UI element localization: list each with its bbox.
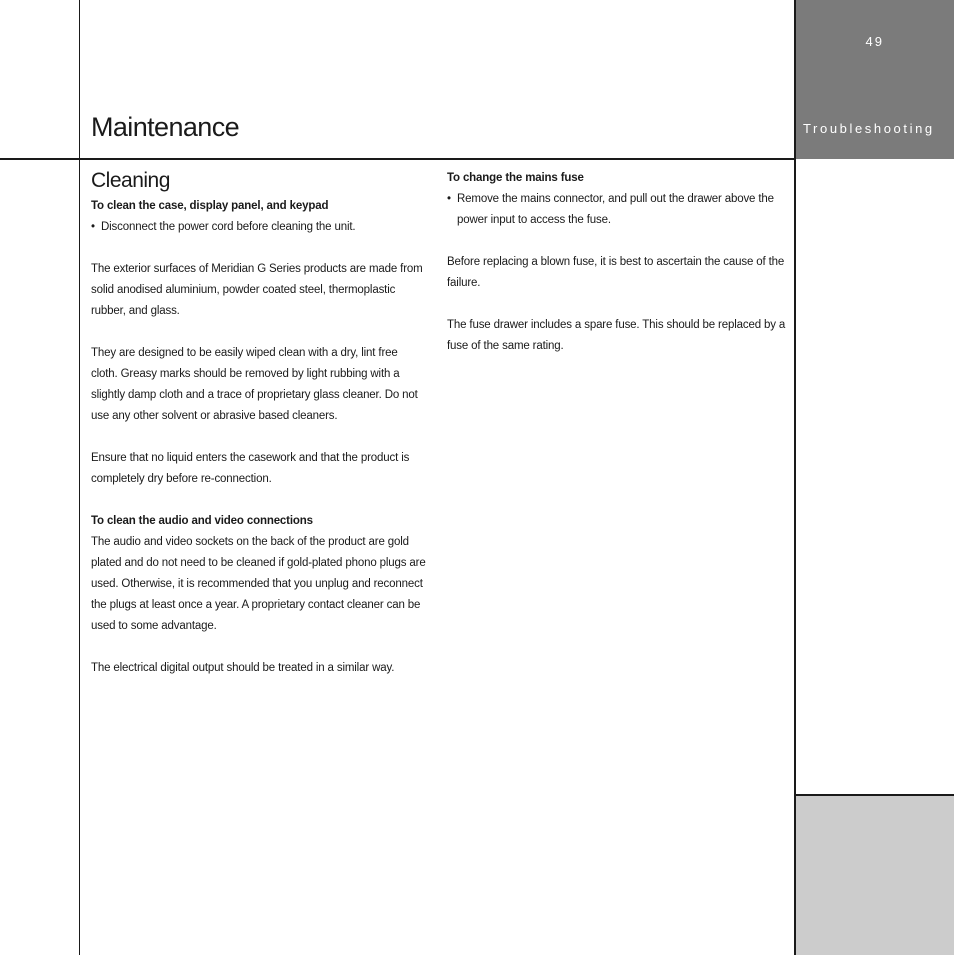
fuse-heading: To change the mains fuse	[447, 172, 584, 184]
cleaning-heading: Cleaning	[91, 169, 170, 192]
section-tab	[796, 0, 954, 159]
connections-cleaning-heading: To clean the audio and video connections	[91, 515, 313, 527]
case-cleaning-heading: To clean the case, display panel, and keypad	[91, 200, 329, 212]
blown-fuse-paragraph: Before replacing a blown fuse, it is best to ascertain the cause of the failure.	[447, 256, 785, 289]
spare-fuse-paragraph: The fuse drawer includes a spare fuse. This should be replaced by a fuse of the same rating.	[447, 319, 786, 352]
section-label: Troubleshooting	[803, 121, 935, 136]
page-title: Maintenance	[91, 112, 240, 142]
bullet-text: Disconnect the power cord before cleaning the unit.	[101, 221, 356, 233]
sidebar-bottom-block	[796, 796, 954, 955]
digital-output-paragraph: The electrical digital output should be treated in a similar way.	[91, 662, 395, 674]
bullet-marker: •	[91, 221, 95, 233]
bullet-marker: •	[447, 193, 451, 205]
page-number: 49	[865, 34, 884, 49]
right-column	[447, 168, 787, 357]
fuse-bullet	[447, 189, 787, 231]
wiping-paragraph: They are designed to be easily wiped clean with a dry, lint free cloth. Greasy marks should be removed by light rubbing with a slightly damp cloth and a trace of proprietary glass cleaner. Do not use any other solvent or abrasive based cleaners.	[91, 347, 418, 422]
sockets-paragraph: The audio and video sockets on the back of the product are gold plated and do not need to be cleaned if gold-plated phono plugs are used. Otherwise, it is recommended that you unplug and reconnect the plugs at least once a year. A proprietary contact cleaner can be used to some advantage.	[91, 536, 426, 632]
left-margin-rule	[79, 0, 80, 955]
left-column	[91, 166, 427, 679]
materials-paragraph: The exterior surfaces of Meridian G Series products are made from solid anodised aluminium, powder coated steel, thermoplastic rubber, and glass.	[91, 263, 423, 317]
header-rule	[0, 158, 796, 160]
bullet-text: Remove the mains connector, and pull out the drawer above the power input to access the fuse.	[457, 193, 774, 226]
case-cleaning-bullet	[91, 217, 427, 238]
liquid-paragraph: Ensure that no liquid enters the casework and that the product is completely dry before re-connection.	[91, 452, 410, 485]
